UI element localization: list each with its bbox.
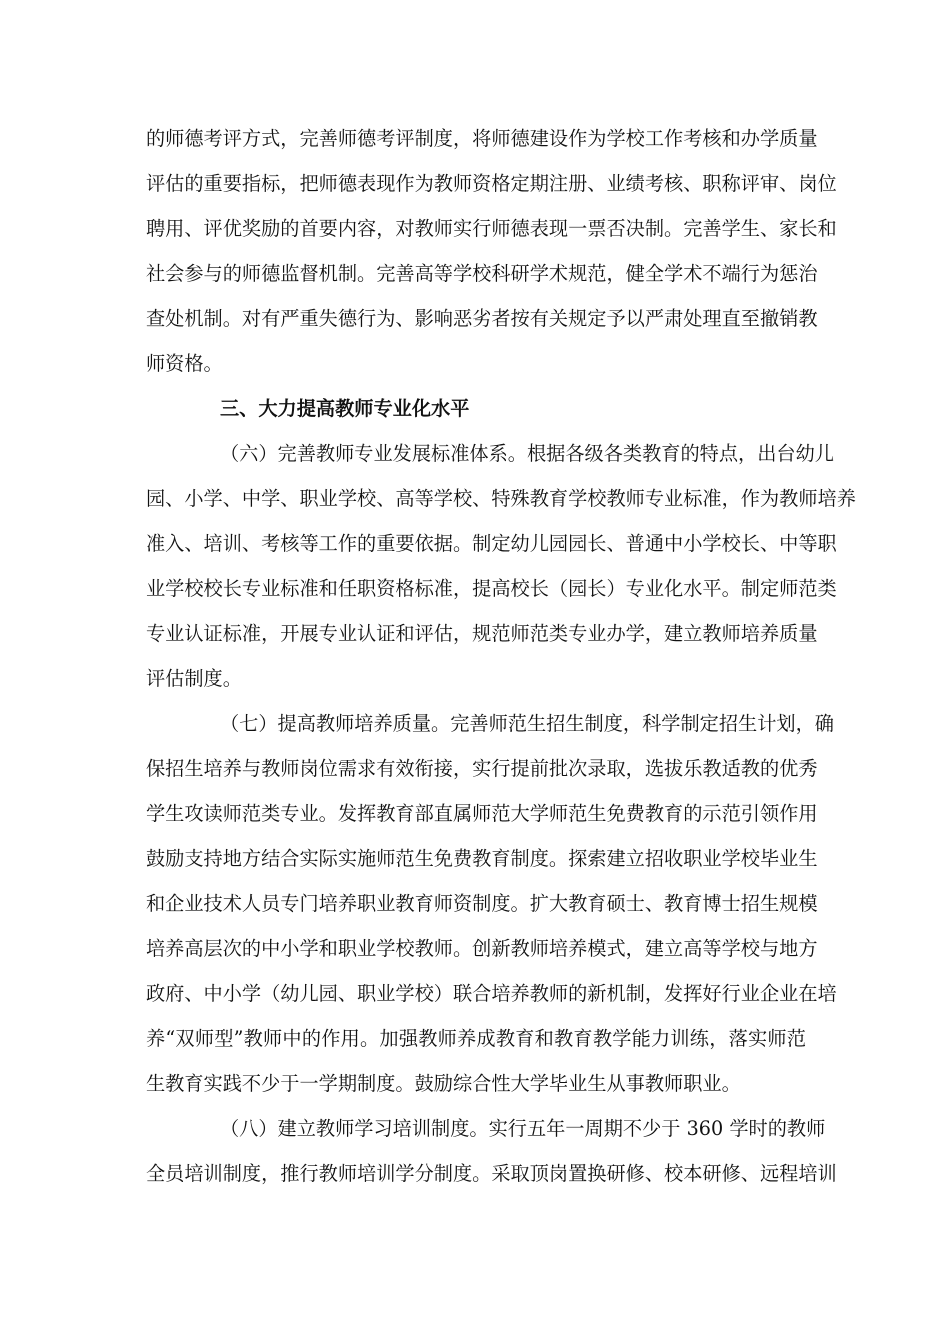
text-line: 聘用、评优奖励的首要内容，对教师实行师德表现一票否决制。完善学生、家长和 <box>146 217 837 240</box>
text-line: （七）提高教师培养质量。完善师范生招生制度，科学制定招生计划，确 <box>220 712 834 735</box>
text-line: 评估制度。 <box>146 667 242 690</box>
text-line: 学生攻读师范类专业。发挥教育部直属师范大学师范生免费教育的示范引领作用 <box>146 802 818 825</box>
text-line: 专业认证标准，开展专业认证和评估，规范师范类专业办学，建立教师培养质量 <box>146 622 818 645</box>
text-line: 生教育实践不少于一学期制度。鼓励综合性大学毕业生从事教师职业。 <box>146 1072 741 1095</box>
text-line: 保招生培养与教师岗位需求有效衔接，实行提前批次录取，选拔乐教适教的优秀 <box>146 757 818 780</box>
text-line: 社会参与的师德监督机制。完善高等学校科研学术规范，健全学术不端行为惩治 <box>146 262 818 285</box>
text-line: 的师德考评方式，完善师德考评制度，将师德建设作为学校工作考核和办学质量 <box>146 127 818 150</box>
text-line: 鼓励支持地方结合实际实施师范生免费教育制度。探索建立招收职业学校毕业生 <box>146 847 818 870</box>
text-line: 准入、培训、考核等工作的重要依据。制定幼儿园园长、普通中小学校长、中等职 <box>146 532 837 555</box>
text-line: 业学校校长专业标准和任职资格标准，提高校长（园长）专业化水平。制定师范类 <box>146 577 837 600</box>
text-line: 全员培训制度，推行教师培训学分制度。采取顶岗置换研修、校本研修、远程培训 <box>146 1162 837 1185</box>
text-line: 政府、中小学（幼儿园、职业学校）联合培养教师的新机制，发挥好行业企业在培 <box>146 982 837 1005</box>
text-line: 查处机制。对有严重失德行为、影响恶劣者按有关规定予以严肃处理直至撤销教 <box>146 307 818 330</box>
text-line: 园、小学、中学、职业学校、高等学校、特殊教育学校教师专业标准，作为教师培养 <box>146 487 856 510</box>
text-line: （六）完善教师专业发展标准体系。根据各级各类教育的特点，出台幼儿 <box>220 442 834 465</box>
text-line: 养“双师型”教师中的作用。加强教师养成教育和教育教学能力训练，落实师范 <box>146 1027 806 1050</box>
text-line: 评估的重要指标，把师德表现作为教师资格定期注册、业绩考核、职称评审、岗位 <box>146 172 837 195</box>
text-line: 培养高层次的中小学和职业学校教师。创新教师培养模式，建立高等学校与地方 <box>146 937 818 960</box>
section-heading: 三、大力提高教师专业化水平 <box>220 397 470 420</box>
text-line: 师资格。 <box>146 352 223 375</box>
text-line: 和企业技术人员专门培养职业教育师资制度。扩大教育硕士、教育博士招生规模 <box>146 892 818 915</box>
text-line: （八）建立教师学习培训制度。实行五年一周期不少于 360 学时的教师 <box>220 1117 826 1140</box>
